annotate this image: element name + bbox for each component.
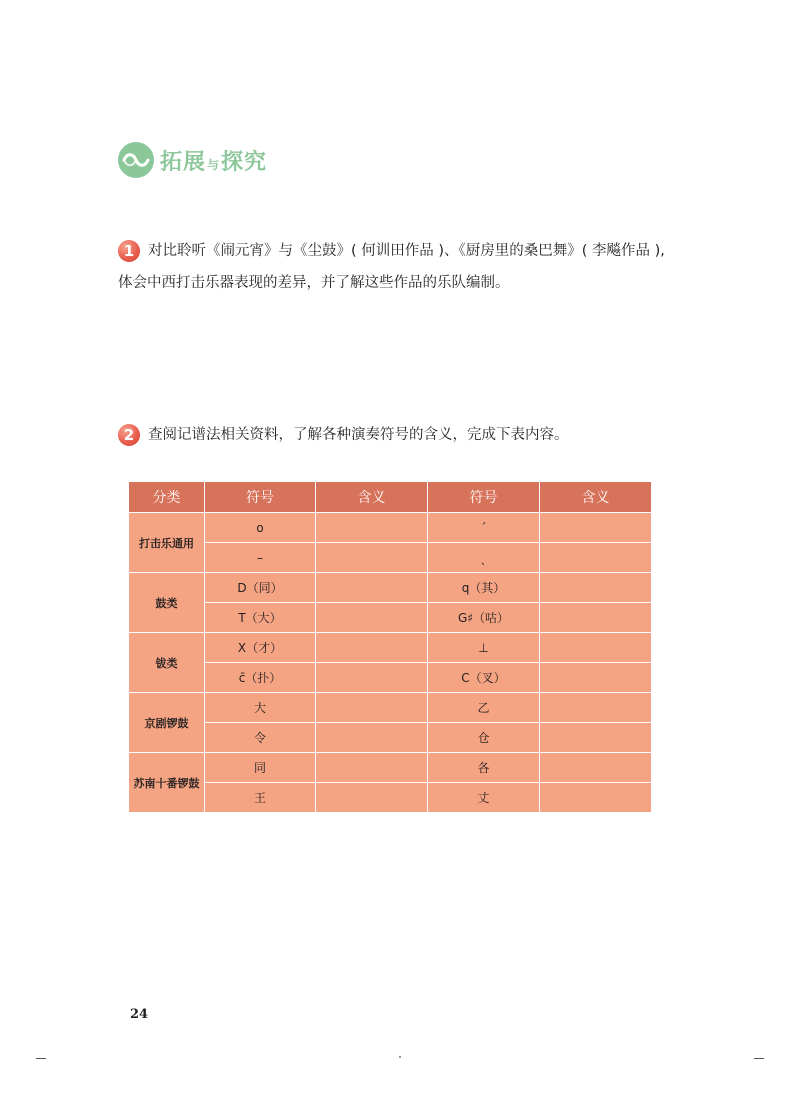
table-header-row — [129, 482, 652, 513]
category-cell: 鼓类 — [129, 573, 205, 633]
meaning-answer-cell[interactable] — [540, 753, 652, 783]
section-title — [160, 145, 267, 176]
meaning-answer-cell[interactable] — [540, 783, 652, 813]
table-row — [129, 723, 652, 753]
meaning-answer-cell[interactable] — [540, 513, 652, 543]
section-title-part2: 与 — [207, 157, 221, 172]
meaning-answer-cell[interactable] — [540, 723, 652, 753]
crop-mark — [36, 1058, 46, 1059]
symbol-cell: o — [205, 513, 316, 543]
meaning-answer-cell[interactable] — [540, 543, 652, 573]
meaning-answer-cell[interactable] — [540, 693, 652, 723]
section-title-part3: 探究 — [221, 149, 268, 175]
symbol-cell: 大 — [205, 693, 316, 723]
meaning-answer-cell[interactable] — [540, 663, 652, 693]
symbol-cell: 仓 — [428, 723, 540, 753]
table-row — [129, 603, 652, 633]
category-cell: 苏南十番锣鼓 — [129, 753, 205, 813]
crop-mark — [754, 1058, 764, 1059]
symbol-cell: ⊥ — [428, 633, 540, 663]
page-number: 24 — [130, 1007, 149, 1022]
symbol-cell: X（才） — [205, 633, 316, 663]
table-row — [129, 513, 652, 543]
notation-table — [128, 481, 652, 813]
symbol-cell: G♯（咕） — [428, 603, 540, 633]
symbol-cell: D（同） — [205, 573, 316, 603]
table-row — [129, 633, 652, 663]
meaning-answer-cell[interactable] — [316, 783, 428, 813]
meaning-answer-cell[interactable] — [540, 573, 652, 603]
task-1 — [118, 241, 665, 293]
table-row — [129, 783, 652, 813]
table-row — [129, 543, 652, 573]
meaning-answer-cell[interactable] — [316, 633, 428, 663]
header-meaning: 含义 — [540, 482, 652, 513]
symbol-cell: 丈 — [428, 783, 540, 813]
symbol-cell: 王 — [205, 783, 316, 813]
section-title-part1: 拓展 — [160, 149, 207, 175]
crop-mark — [399, 1056, 401, 1058]
symbol-cell: q（其） — [428, 573, 540, 603]
category-cell: 京剧锣鼓 — [129, 693, 205, 753]
table-row — [129, 663, 652, 693]
table-row — [129, 693, 652, 723]
meaning-answer-cell[interactable] — [540, 633, 652, 663]
task-2-text: 查阅记谱法相关资料，了解各种演奏符号的含义，完成下表内容。 — [148, 427, 569, 443]
symbol-cell: 各 — [428, 753, 540, 783]
symbol-cell: ˊ — [428, 513, 540, 543]
symbol-cell: 同 — [205, 753, 316, 783]
header-symbol: 符号 — [428, 482, 540, 513]
meaning-answer-cell[interactable] — [316, 693, 428, 723]
table-row — [129, 573, 652, 603]
wave-infinity-icon — [118, 142, 154, 178]
header-meaning: 含义 — [316, 482, 428, 513]
meaning-answer-cell[interactable] — [316, 603, 428, 633]
meaning-answer-cell[interactable] — [316, 753, 428, 783]
task-number-badge: 1 — [118, 240, 140, 262]
table-row — [129, 753, 652, 783]
meaning-answer-cell[interactable] — [316, 723, 428, 753]
task-2 — [118, 425, 569, 445]
task-1-text-line1: 对比聆听《闹元宵》与《尘鼓》( 何训田作品 )、《厨房里的桑巴舞》( 李飚作品 ), — [148, 243, 665, 259]
symbol-cell: ˎ — [428, 543, 540, 573]
symbol-cell: – — [205, 543, 316, 573]
meaning-answer-cell[interactable] — [316, 543, 428, 573]
symbol-cell: 乙 — [428, 693, 540, 723]
symbol-cell: 令 — [205, 723, 316, 753]
category-cell: 钹类 — [129, 633, 205, 693]
header-symbol: 符号 — [205, 482, 316, 513]
task-number-badge: 2 — [118, 424, 140, 446]
meaning-answer-cell[interactable] — [316, 573, 428, 603]
category-cell: 打击乐通用 — [129, 513, 205, 573]
symbol-cell: c̄（扑） — [205, 663, 316, 693]
section-header — [118, 140, 267, 180]
meaning-answer-cell[interactable] — [540, 603, 652, 633]
meaning-answer-cell[interactable] — [316, 663, 428, 693]
meaning-answer-cell[interactable] — [316, 513, 428, 543]
symbol-cell: T（大） — [205, 603, 316, 633]
task-1-text-line2: 体会中西打击乐器表现的差异，并了解这些作品的乐队编制。 — [118, 275, 510, 291]
header-category: 分类 — [129, 482, 205, 513]
symbol-cell: C（叉） — [428, 663, 540, 693]
